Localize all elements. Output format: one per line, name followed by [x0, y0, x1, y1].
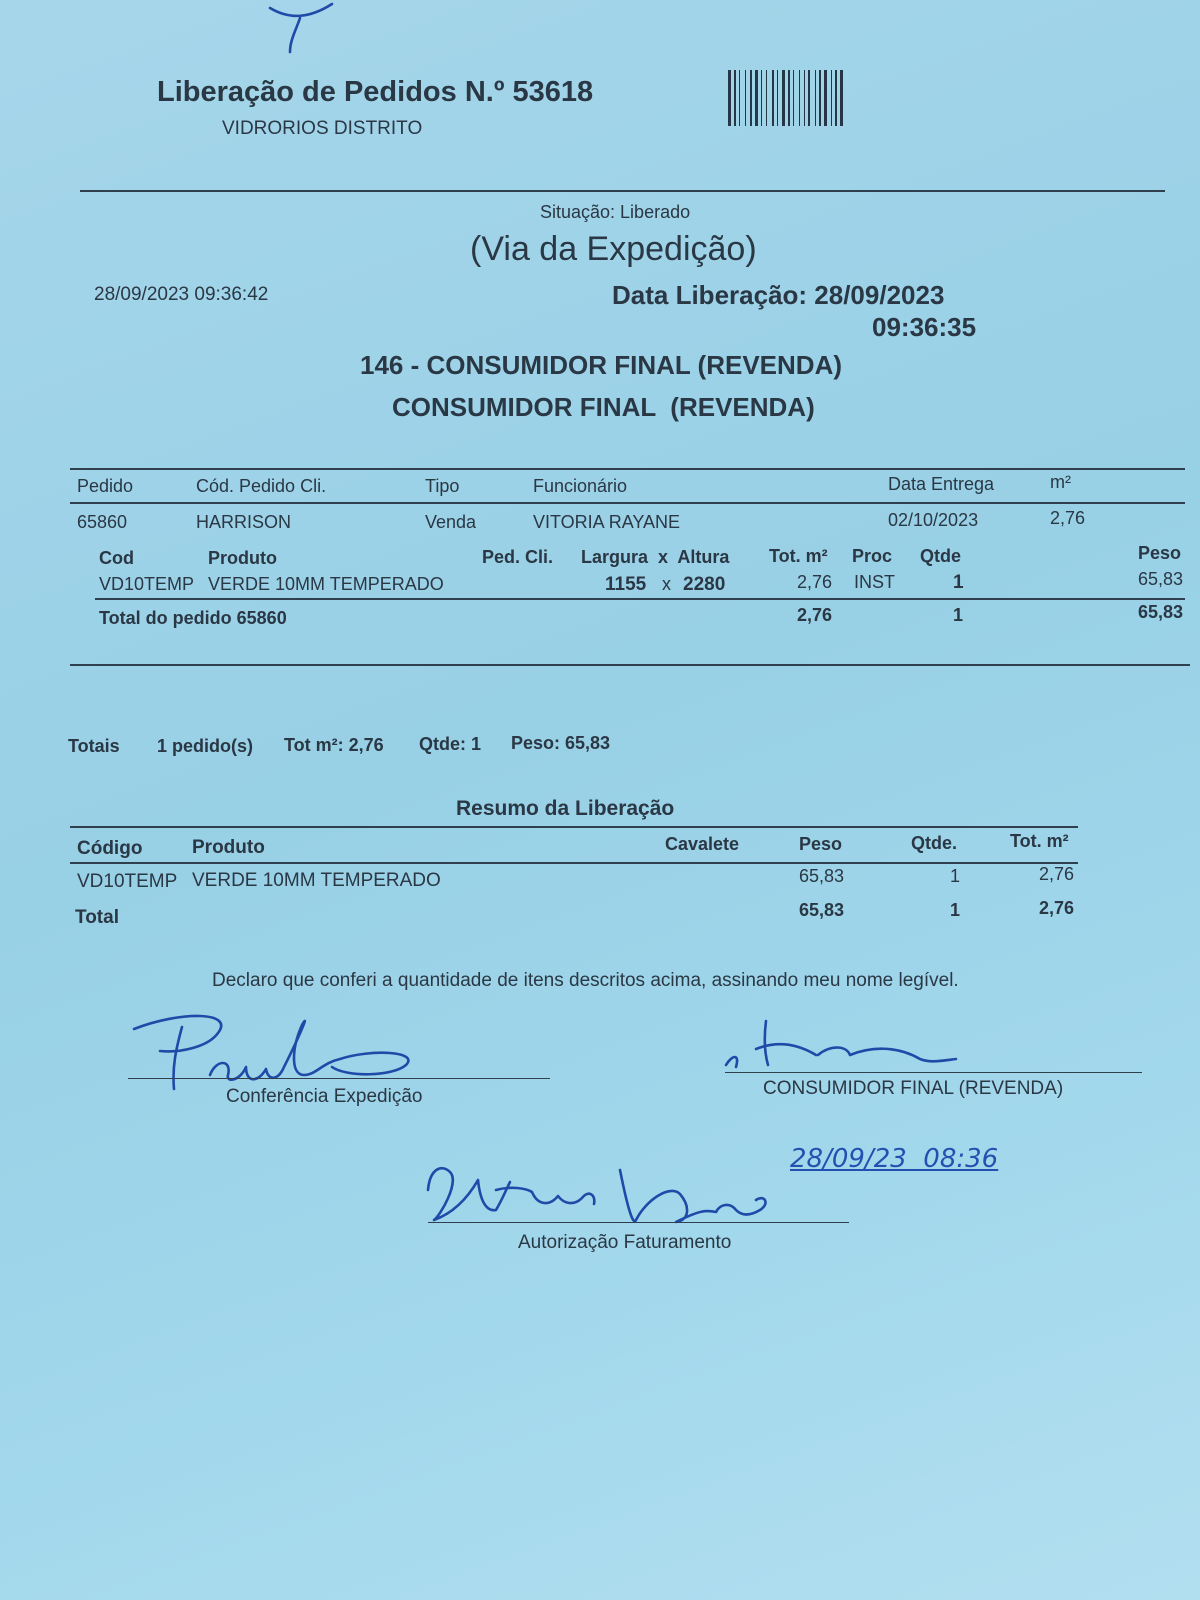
order-total-qtde: 1: [953, 605, 964, 625]
header-divider: [80, 190, 1165, 192]
summary-total-peso: 65,83: [799, 900, 845, 920]
order-m2: 2,76: [1050, 508, 1086, 528]
summary-total-qtde: 1: [950, 900, 961, 920]
declaration-text: Declaro que conferi a quantidade de itens descritos acima, assinando meu nome legível.: [212, 970, 959, 991]
summary-tot-m2: 2,76: [1039, 864, 1075, 884]
status-text: Situação: Liberado: [540, 202, 691, 222]
consumidor-label: CONSUMIDOR FINAL (REVENDA): [763, 1078, 1064, 1099]
summary-top-rule: [70, 826, 1078, 828]
item-col-ped-cli: Ped. Cli.: [482, 547, 554, 567]
summary-produto: VERDE 10MM TEMPERADO: [192, 870, 441, 891]
summary-col-codigo: Código: [77, 838, 143, 859]
item-col-peso: Peso: [1138, 543, 1182, 563]
totals-label: Totais: [68, 736, 120, 756]
copy-type: (Via da Expedição): [470, 230, 757, 268]
col-funcionario: Funcionário: [533, 476, 628, 496]
item-cod: VD10TEMP: [99, 574, 195, 594]
summary-title: Resumo da Liberação: [456, 797, 675, 820]
summary-total-tot-m2: 2,76: [1039, 898, 1075, 918]
release-date: Data Liberação: 28/09/2023: [612, 280, 945, 310]
summary-col-cavalete: Cavalete: [665, 834, 740, 854]
item-col-tot-m2: Tot. m²: [769, 546, 828, 566]
print-datetime: 28/09/2023 09:36:42: [94, 284, 269, 305]
item-x: x: [662, 574, 671, 594]
col-pedido: Pedido: [77, 476, 134, 496]
order-header-rule: [70, 502, 1185, 504]
item-altura: 2280: [683, 574, 726, 595]
consumidor-signature-line: [725, 1072, 1142, 1073]
order-funcionario: VITORIA RAYANE: [533, 512, 681, 532]
item-col-proc: Proc: [852, 546, 893, 566]
handwritten-date: 28/09/23 08:36: [790, 1144, 999, 1174]
summary-qtde: 1: [950, 866, 961, 886]
signature-vitoria: [420, 1150, 780, 1230]
summary-col-tot-m2: Tot. m²: [1010, 831, 1069, 851]
signature-consumidor: [720, 1015, 970, 1075]
col-tipo: Tipo: [425, 476, 460, 496]
document-title: Liberação de Pedidos N.º 53618: [157, 76, 594, 108]
order-pedido: 65860: [77, 512, 128, 532]
item-col-produto: Produto: [208, 548, 277, 568]
order-tipo: Venda: [425, 512, 477, 532]
order-data-entrega: 02/10/2023: [888, 510, 979, 530]
item-col-qtde: Qtde: [920, 546, 962, 566]
item-tot-m2: 2,76: [797, 572, 833, 592]
summary-col-produto: Produto: [192, 837, 265, 858]
barcode: [728, 70, 918, 126]
item-col-largura-altura: Largura x Altura: [581, 547, 730, 567]
totals-peso: Peso: 65,83: [511, 733, 611, 753]
order-table-bottom-rule: [70, 664, 1190, 666]
item-total-rule: [95, 598, 1185, 600]
totals-qtde: Qtde: 1: [419, 734, 482, 754]
item-qtde: 1: [953, 572, 964, 593]
release-time: 09:36:35: [872, 312, 977, 342]
conferencia-label: Conferência Expedição: [226, 1086, 423, 1107]
item-proc: INST: [854, 572, 896, 592]
autorizacao-label: Autorização Faturamento: [518, 1232, 732, 1253]
order-total-m2: 2,76: [797, 605, 833, 625]
client-line-2: CONSUMIDOR FINAL (REVENDA): [392, 392, 815, 422]
col-data-entrega: Data Entrega: [888, 474, 995, 494]
summary-total-label: Total: [75, 907, 119, 928]
summary-codigo: VD10TEMP: [77, 871, 178, 892]
order-table-top-rule: [70, 468, 1185, 470]
order-cod-cli: HARRISON: [196, 512, 292, 532]
order-total-peso: 65,83: [1138, 602, 1184, 622]
totals-m2: Tot m²: 2,76: [284, 735, 384, 755]
summary-col-qtde: Qtde.: [911, 833, 958, 853]
order-total-label: Total do pedido 65860: [99, 608, 287, 628]
conferencia-signature-line: [128, 1078, 550, 1079]
item-col-cod: Cod: [99, 548, 134, 568]
handwritten-mark: [260, 0, 350, 60]
item-peso: 65,83: [1138, 569, 1184, 589]
summary-header-rule: [70, 862, 1078, 864]
item-produto: VERDE 10MM TEMPERADO: [208, 574, 444, 594]
summary-col-peso: Peso: [799, 834, 843, 854]
col-cod-pedido-cli: Cód. Pedido Cli.: [196, 476, 327, 496]
item-largura: 1155: [605, 574, 647, 595]
col-m2: m²: [1050, 472, 1071, 492]
autorizacao-signature-line: [428, 1222, 849, 1223]
signature-paulo: [120, 1005, 440, 1095]
totals-pedidos: 1 pedido(s): [157, 736, 254, 756]
client-line-1: 146 - CONSUMIDOR FINAL (REVENDA): [360, 350, 843, 380]
company-name: VIDRORIOS DISTRITO: [222, 118, 423, 139]
summary-peso: 65,83: [799, 866, 845, 886]
